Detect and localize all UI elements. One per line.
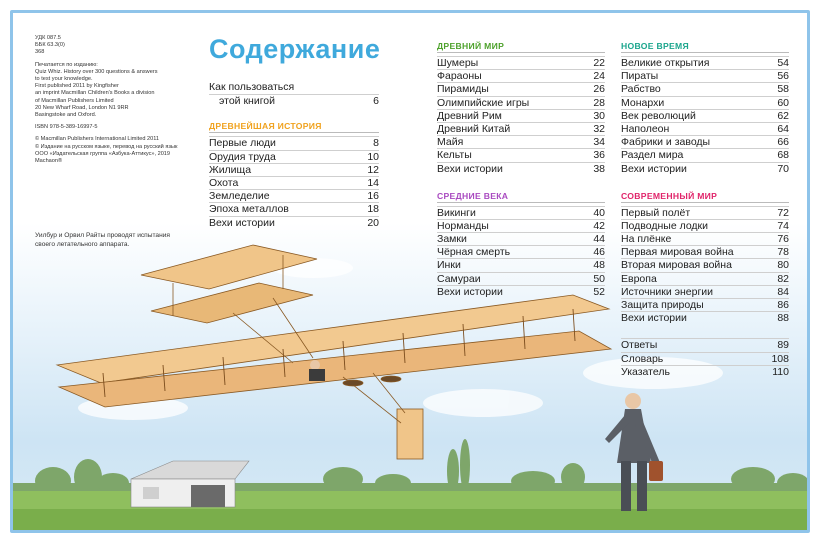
hangar-shed [131,461,249,507]
toc-entry[interactable] [209,150,379,163]
toc-entry-label: Охота [209,176,239,189]
toc-entry-label: Век революций [621,109,696,122]
toc-entry[interactable] [209,163,379,176]
toc-entry[interactable] [621,245,789,258]
toc-entry-label: Шумеры [437,57,479,69]
toc-entry-page: 38 [593,162,605,175]
toc-entry-label: этой книгой [219,95,276,108]
toc-entry-label: Замки [437,233,467,246]
toc-entry[interactable] [621,258,789,271]
toc-entry[interactable] [437,258,605,271]
imprint-line: First published 2011 by Kingfisher [35,83,119,90]
toc-entry[interactable] [621,109,789,122]
toc-entry-label: Майя [437,136,464,149]
toc-entry-page: 88 [777,312,789,325]
toc-entry-label: Древний Китай [437,122,511,135]
toc-entry[interactable] [437,82,605,95]
toc-entry[interactable] [621,206,789,219]
illustration-caption: Уилбур и Орвил Райты проводят испытания своего летательного аппарата. [35,232,170,248]
toc-entry-page: 10 [367,150,379,163]
toc-entry-page: 86 [777,299,789,311]
toc-entry-label: Земледелие [209,190,270,203]
toc-entry-label: Ответы [621,339,658,352]
toc-entry[interactable] [209,136,379,149]
toc-entry[interactable] [209,216,379,229]
toc-entry-page: 68 [777,149,789,162]
section-list-extras [621,338,789,378]
toc-entry-page: 52 [593,285,605,298]
toc-entry-label: Защита природы [621,299,704,311]
toc-entry-label: Вехи истории [209,216,275,229]
toc-entry-label: Наполеон [621,122,670,135]
toc-entry[interactable] [437,96,605,109]
toc-entry-page: 40 [593,206,605,219]
toc-entry-page: 16 [367,190,379,203]
toc-entry[interactable] [437,285,605,298]
toc-entry[interactable] [437,122,605,135]
toc-entry[interactable] [621,232,789,245]
toc-entry[interactable] [437,148,605,161]
toc-entry[interactable] [437,232,605,245]
toc-entry-page: 84 [777,285,789,298]
toc-entry-page: 28 [593,96,605,109]
toc-entry-page: 110 [772,365,789,378]
imprint-line: an imprint Macmillan Children's Books a division [35,90,155,97]
imprint-line: ООО «Издательская группа «Азбука-Аттикус», 2019 [35,150,171,157]
section-list-ancient [437,56,605,175]
toc-entry[interactable] [621,82,789,95]
toc-entry-label: Словарь [621,352,664,365]
toc-entry[interactable] [437,56,605,69]
imprint-line: © Издание на русском языке, перевод на русский язык [35,143,178,150]
toc-entry-label: Монархи [621,96,665,109]
toc-entry[interactable] [437,206,605,219]
toc-entry-label: Рабство [621,83,661,96]
imprint-line: to test your knowledge. [35,76,93,83]
imprint-block [35,35,215,165]
toc-entry-page: 30 [593,109,605,122]
toc-entry[interactable] [621,311,789,324]
toc-entry[interactable] [621,69,789,82]
toc-entry[interactable] [621,338,789,351]
toc-entry-label: Пираты [621,70,659,83]
toc-entry-page: 89 [777,339,789,352]
toc-entry-label: Фабрики и заводы [621,136,711,149]
toc-entry-page: 46 [593,246,605,259]
section-heading-middle-ages: СРЕДНИЕ ВЕКА [437,189,605,203]
toc-entry-intro-line2[interactable] [209,94,379,107]
section-heading-ancient: ДРЕВНИЙ МИР [437,39,605,53]
toc-entry[interactable] [437,109,605,122]
toc-entry-page: 72 [777,206,789,219]
toc-entry[interactable] [621,219,789,232]
toc-entry-label: Вторая мировая война [621,259,732,272]
toc-entry-page: 78 [777,246,789,259]
imprint-line: Quiz Whiz. History over 300 questions & answers [35,68,158,75]
toc-entry[interactable] [209,176,379,189]
toc-entry-label: Первая мировая война [621,246,734,259]
toc-entry[interactable] [437,135,605,148]
toc-entry-page: 70 [777,162,789,175]
toc-entry[interactable] [437,245,605,258]
toc-entry-page: 8 [373,137,379,150]
toc-entry-page: 108 [771,352,789,365]
toc-entry-label: Самураи [437,272,481,285]
toc-entry-page: 34 [593,136,605,149]
toc-entry[interactable] [621,148,789,161]
imprint-line: Machaon® [35,158,63,165]
toc-entry-label: Раздел мира [621,149,684,162]
section-list-prehistoric [209,136,379,228]
toc-entry-label: Викинги [437,206,476,219]
toc-column-3 [621,39,789,378]
toc-column-1 [209,81,379,229]
toc-entry-label: Вехи истории [621,312,687,325]
toc-entry-page: 64 [777,122,789,135]
toc-entry-label: Кельты [437,149,472,162]
toc-entry-label: Указатель [621,365,670,378]
toc-entry-page: 66 [777,136,789,149]
section-list-modern-world [621,206,789,325]
toc-entry-page: 56 [777,70,789,83]
toc-entry[interactable] [621,298,789,311]
toc-entry-page: 14 [367,176,379,189]
toc-entry[interactable] [621,56,789,69]
toc-entry-page: 12 [367,163,379,176]
toc-entry-page: 20 [367,216,379,229]
toc-entry-page: 42 [593,219,605,232]
toc-entry-label: Подводные лодки [621,219,709,232]
toc-entry[interactable] [621,135,789,148]
toc-entry-page: 54 [777,57,789,69]
toc-entry-label: Фараоны [437,70,482,83]
toc-entry-page: 50 [593,272,605,285]
toc-entry-label: Вехи истории [621,162,687,175]
imprint-line: of Macmillan Publishers Limited [35,97,114,104]
toc-entry-label: Первые люди [209,137,276,150]
imprint-line: УДК 087.5 [35,35,61,41]
toc-entry[interactable] [621,162,789,175]
toc-entry[interactable] [437,69,605,82]
toc-entry[interactable] [621,365,789,378]
toc-entry-label: Эпоха металлов [209,203,289,216]
toc-entry-label: Инки [437,259,461,272]
toc-entry[interactable] [621,122,789,135]
imprint-line: © Macmillan Publishers International Limited 2011 [35,136,160,143]
toc-entry-label: Орудия труда [209,150,276,163]
toc-entry-page: 26 [593,83,605,96]
toc-entry-label: Жилища [209,163,252,176]
toc-entry-label: Европа [621,272,657,285]
imprint-line: ББК 63.3(0) [35,42,65,49]
section-list-new-time [621,56,789,175]
toc-entry-page: 36 [593,149,605,162]
toc-entry-page: 76 [777,233,789,246]
toc-entry-label: Норманды [437,219,489,232]
section-heading-prehistoric: ДРЕВНЕЙШАЯ ИСТОРИЯ [209,119,379,133]
toc-entry-page: 32 [593,122,605,135]
toc-entry-page: 44 [593,233,605,246]
toc-entry-page: 48 [593,259,605,272]
toc-entry-label: Олимпийские игры [437,96,530,109]
toc-entry[interactable] [621,285,789,298]
page-frame [10,10,810,533]
toc-entry-label: Вехи истории [437,162,503,175]
toc-entry-label: Первый полёт [621,206,691,219]
imprint-line: Basingstoke and Oxford. [35,112,97,119]
toc-entry-label: Как пользоваться [209,81,295,93]
section-list-middle-ages [437,206,605,298]
toc-entry-label: Великие открытия [621,57,710,69]
toc-entry-page: 58 [777,83,789,96]
toc-entry[interactable] [621,272,789,285]
toc-entry[interactable] [437,272,605,285]
toc-entry-page: 74 [777,219,789,232]
toc-entry[interactable] [209,189,379,202]
imprint-line: Печатается по изданию: [35,61,98,68]
toc-entry[interactable] [437,219,605,232]
toc-entry[interactable] [621,352,789,365]
toc-entry-page: 18 [367,203,379,216]
toc-column-2 [437,39,605,298]
toc-entry-page: 82 [777,272,789,285]
imprint-line: ISBN 978-5-389-16997-5 [35,124,98,131]
imprint-line: 368 [35,49,45,56]
imprint-line: 20 New Wharf Road, London N1 9RR [35,104,129,111]
page-title: Содержание [209,34,381,64]
section-heading-new-time: НОВОЕ ВРЕМЯ [621,39,789,53]
toc-entry-intro-line1[interactable] [209,81,379,94]
toc-entry-page: 22 [593,57,605,69]
toc-entry-page: 24 [593,70,605,83]
toc-entry-label: Источники энергии [621,285,714,298]
toc-entry[interactable] [209,202,379,215]
toc-entry-label: Вехи истории [437,285,503,298]
toc-entry-page: 60 [777,96,789,109]
toc-entry[interactable] [621,96,789,109]
toc-entry-label: Чёрная смерть [437,246,511,259]
section-heading-modern-world: СОВРЕМЕННЫЙ МИР [621,189,789,203]
toc-entry-label: Пирамиды [437,83,489,96]
toc-entry-page: 62 [777,109,789,122]
toc-entry[interactable] [437,162,605,175]
toc-entry-page: 6 [373,95,379,108]
toc-entry-label: Древний Рим [437,109,502,122]
toc-entry-page: 80 [777,259,789,272]
toc-entry-label: На плёнке [621,233,672,246]
